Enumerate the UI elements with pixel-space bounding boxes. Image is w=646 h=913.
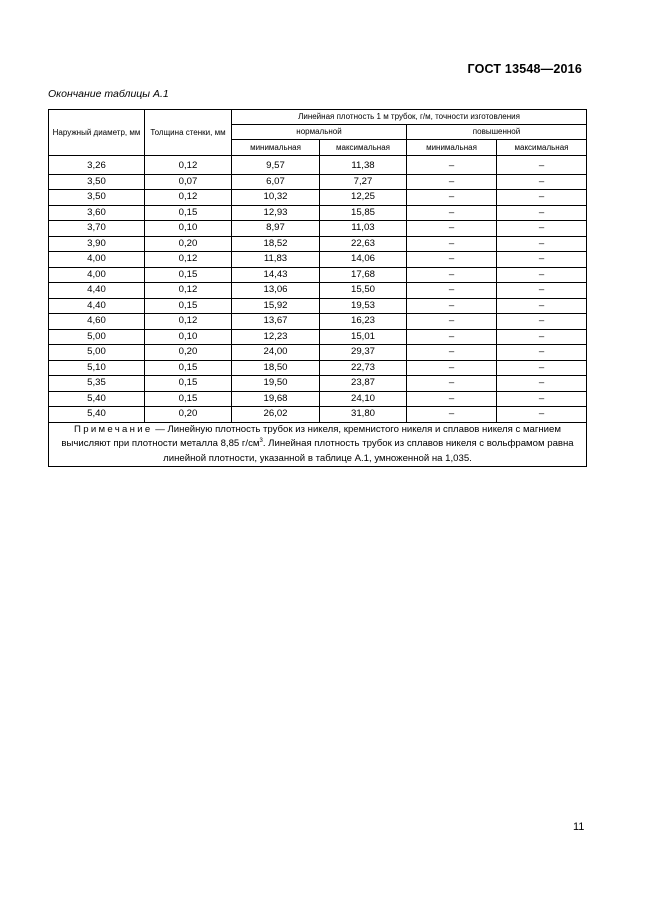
- cell-normal-min: 12,23: [232, 329, 320, 345]
- header-normal-precision: нормальной: [232, 125, 407, 140]
- cell-increased-max: –: [497, 360, 587, 376]
- table-row: [49, 267, 587, 283]
- note-superscript: 3: [259, 437, 263, 444]
- cell-increased-max: –: [497, 376, 587, 392]
- cell-wall-thickness: 0,12: [145, 283, 232, 299]
- cell-increased-min: –: [407, 221, 497, 237]
- cell-normal-min: 24,00: [232, 345, 320, 361]
- cell-normal-min: 19,68: [232, 391, 320, 407]
- cell-wall-thickness: 0,10: [145, 221, 232, 237]
- cell-outer-diameter: 5,00: [49, 345, 145, 361]
- table-row: [49, 205, 587, 221]
- cell-normal-max: 31,80: [320, 407, 407, 423]
- note-label: Примечание: [74, 423, 153, 435]
- cell-normal-max: 16,23: [320, 314, 407, 330]
- cell-outer-diameter: 3,50: [49, 174, 145, 190]
- cell-normal-max: 15,50: [320, 283, 407, 299]
- density-table: [48, 109, 587, 467]
- cell-outer-diameter: 4,00: [49, 267, 145, 283]
- table-row: [49, 329, 587, 345]
- cell-increased-min: –: [407, 314, 497, 330]
- cell-increased-max: –: [497, 329, 587, 345]
- header-wall-thickness: Толщина стенки, мм: [145, 110, 232, 156]
- cell-normal-min: 13,06: [232, 283, 320, 299]
- cell-increased-min: –: [407, 267, 497, 283]
- cell-outer-diameter: 5,35: [49, 376, 145, 392]
- cell-increased-min: –: [407, 376, 497, 392]
- cell-normal-min: 12,93: [232, 205, 320, 221]
- cell-increased-max: –: [497, 190, 587, 206]
- cell-normal-min: 6,07: [232, 174, 320, 190]
- table-row: [49, 221, 587, 237]
- cell-outer-diameter: 4,00: [49, 252, 145, 268]
- table-body: [49, 156, 587, 423]
- cell-outer-diameter: 5,10: [49, 360, 145, 376]
- cell-wall-thickness: 0,15: [145, 267, 232, 283]
- cell-outer-diameter: 5,40: [49, 391, 145, 407]
- cell-outer-diameter: 3,26: [49, 156, 145, 175]
- cell-outer-diameter: 3,90: [49, 236, 145, 252]
- cell-wall-thickness: 0,20: [145, 407, 232, 423]
- cell-wall-thickness: 0,15: [145, 360, 232, 376]
- cell-normal-min: 13,67: [232, 314, 320, 330]
- cell-increased-max: –: [497, 298, 587, 314]
- table-row: [49, 298, 587, 314]
- cell-wall-thickness: 0,12: [145, 252, 232, 268]
- header-normal-max: максимальная: [320, 140, 407, 156]
- cell-normal-min: 11,83: [232, 252, 320, 268]
- cell-wall-thickness: 0,12: [145, 314, 232, 330]
- cell-increased-min: –: [407, 283, 497, 299]
- cell-increased-max: –: [497, 252, 587, 268]
- cell-increased-max: –: [497, 391, 587, 407]
- cell-increased-min: –: [407, 156, 497, 175]
- cell-normal-min: 10,32: [232, 190, 320, 206]
- table-row: [49, 236, 587, 252]
- cell-increased-max: –: [497, 283, 587, 299]
- cell-outer-diameter: 4,40: [49, 298, 145, 314]
- cell-wall-thickness: 0,15: [145, 298, 232, 314]
- cell-increased-max: –: [497, 314, 587, 330]
- cell-wall-thickness: 0,07: [145, 174, 232, 190]
- cell-outer-diameter: 3,60: [49, 205, 145, 221]
- cell-increased-min: –: [407, 360, 497, 376]
- cell-normal-max: 23,87: [320, 376, 407, 392]
- cell-normal-max: 11,03: [320, 221, 407, 237]
- cell-outer-diameter: 3,70: [49, 221, 145, 237]
- cell-increased-max: –: [497, 156, 587, 175]
- cell-normal-min: 8,97: [232, 221, 320, 237]
- document-code: ГОСТ 13548—2016: [467, 62, 582, 76]
- cell-increased-max: –: [497, 205, 587, 221]
- cell-wall-thickness: 0,15: [145, 376, 232, 392]
- table-row: [49, 407, 587, 423]
- cell-increased-max: –: [497, 407, 587, 423]
- table-row: [49, 252, 587, 268]
- cell-wall-thickness: 0,15: [145, 391, 232, 407]
- cell-wall-thickness: 0,12: [145, 190, 232, 206]
- cell-increased-min: –: [407, 205, 497, 221]
- table-row: [49, 174, 587, 190]
- cell-wall-thickness: 0,10: [145, 329, 232, 345]
- cell-increased-max: –: [497, 221, 587, 237]
- table-row: [49, 283, 587, 299]
- cell-increased-max: –: [497, 236, 587, 252]
- table-note: [49, 422, 587, 467]
- cell-outer-diameter: 3,50: [49, 190, 145, 206]
- cell-normal-max: 11,38: [320, 156, 407, 175]
- cell-outer-diameter: 4,40: [49, 283, 145, 299]
- cell-normal-max: 15,85: [320, 205, 407, 221]
- header-outer-diameter: Наружный диаметр, мм: [49, 110, 145, 156]
- cell-normal-max: 19,53: [320, 298, 407, 314]
- cell-normal-min: 19,50: [232, 376, 320, 392]
- cell-increased-min: –: [407, 298, 497, 314]
- page-number: 11: [573, 821, 585, 833]
- table-row: [49, 391, 587, 407]
- cell-increased-min: –: [407, 345, 497, 361]
- cell-normal-min: 26,02: [232, 407, 320, 423]
- note-text-part2: . Линейная плотность трубок из сплавов никеля с вольфрамом равна линейной плотности, указанной в таблице А.1, умноженной на 1,035.: [163, 438, 574, 464]
- cell-normal-min: 18,50: [232, 360, 320, 376]
- cell-increased-min: –: [407, 174, 497, 190]
- cell-normal-max: 7,27: [320, 174, 407, 190]
- cell-increased-min: –: [407, 329, 497, 345]
- cell-wall-thickness: 0,15: [145, 205, 232, 221]
- table-row: [49, 156, 587, 175]
- cell-normal-min: 18,52: [232, 236, 320, 252]
- header-increased-precision: повышенной: [407, 125, 587, 140]
- cell-increased-max: –: [497, 267, 587, 283]
- table-caption: Окончание таблицы А.1: [48, 88, 169, 100]
- header-normal-min: минимальная: [232, 140, 320, 156]
- cell-wall-thickness: 0,20: [145, 345, 232, 361]
- cell-increased-min: –: [407, 407, 497, 423]
- cell-increased-min: –: [407, 190, 497, 206]
- cell-normal-max: 29,37: [320, 345, 407, 361]
- table-row: [49, 345, 587, 361]
- table-row: [49, 190, 587, 206]
- cell-normal-min: 15,92: [232, 298, 320, 314]
- cell-normal-max: 17,68: [320, 267, 407, 283]
- cell-increased-max: –: [497, 345, 587, 361]
- cell-wall-thickness: 0,12: [145, 156, 232, 175]
- cell-normal-max: 14,06: [320, 252, 407, 268]
- header-increased-min: минимальная: [407, 140, 497, 156]
- table-row: [49, 360, 587, 376]
- table-row: [49, 314, 587, 330]
- cell-increased-min: –: [407, 236, 497, 252]
- cell-normal-min: 14,43: [232, 267, 320, 283]
- cell-normal-max: 22,63: [320, 236, 407, 252]
- cell-normal-max: 15,01: [320, 329, 407, 345]
- header-linear-density: Линейная плотность 1 м трубок, г/м, точности изготовления: [232, 110, 587, 125]
- cell-increased-max: –: [497, 174, 587, 190]
- cell-increased-min: –: [407, 391, 497, 407]
- cell-outer-diameter: 5,00: [49, 329, 145, 345]
- cell-increased-min: –: [407, 252, 497, 268]
- table-row: [49, 376, 587, 392]
- cell-outer-diameter: 5,40: [49, 407, 145, 423]
- header-increased-max: максимальная: [497, 140, 587, 156]
- cell-wall-thickness: 0,20: [145, 236, 232, 252]
- cell-normal-max: 12,25: [320, 190, 407, 206]
- cell-outer-diameter: 4,60: [49, 314, 145, 330]
- cell-normal-min: 9,57: [232, 156, 320, 175]
- note-text-part1: — Линейную плотность трубок из никеля, кремнистого никеля и сплавов никеля с магнием вычисляют при плотности металла 8,85 г/см: [61, 423, 561, 449]
- cell-normal-max: 22,73: [320, 360, 407, 376]
- cell-normal-max: 24,10: [320, 391, 407, 407]
